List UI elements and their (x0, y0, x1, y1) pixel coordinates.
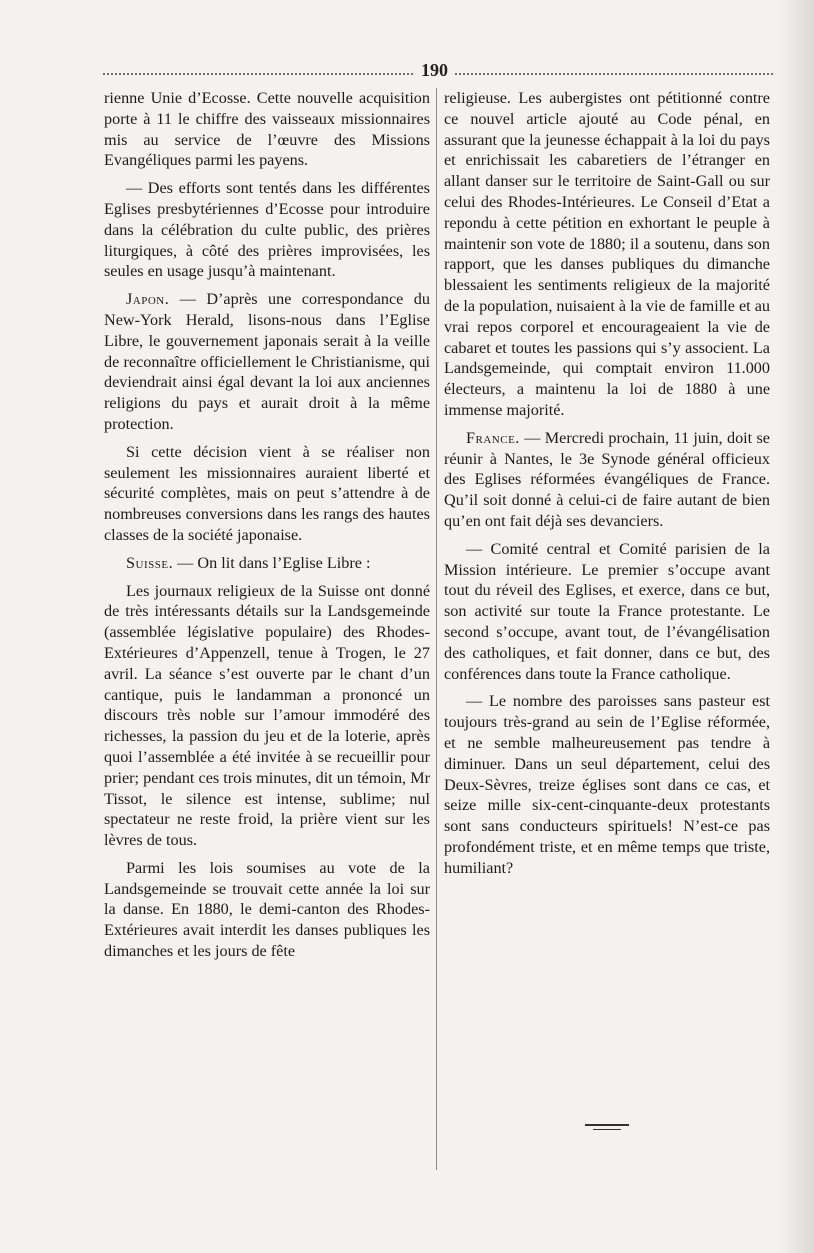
paragraph-ecosse-ships: rienne Unie d’Ecosse. Cette nouvelle acquisition porte à 11 le chiffre des vaisseaux missionnaires mis au service de l’œuvre des Missions Evangéliques parmi les payens. (104, 89, 430, 170)
page-number: 190 (415, 60, 454, 81)
paragraph-japon-conversions: Si cette décision vient à se réaliser non seulement les missionnaires auraient liberté et sécurité complètes, mais on peut s’attendre à de nombreuses conversions dans les rangs des hautes classes de la société japonaise. (104, 442, 430, 544)
section-lead-suisse: Suisse. (126, 553, 174, 572)
section-lead-japon: Japon. (126, 290, 170, 309)
paragraph-france-synode: France. — Mercredi prochain, 11 juin, doit se réunir à Nantes, le 3e Synode général officieux des Eglises réformées évangéliques de France. Qu’il soit donné à celui-ci de faire autant de bien qu’en ont fait déjà ses devanciers. (444, 428, 770, 530)
paragraph-ecosse-liturgy: — Des efforts sont tentés dans les différentes Eglises presbytériennes d’Ecosse pour introduire dans la célébration du culte public, des prières liturgiques, à côté des prières improvisées, les seules en usage jusqu’à maintenant. (104, 179, 430, 281)
paragraph-japon: Japon. — D’après une correspondance du New-York Herald, lisons-nous dans l’Eglise Libre, le gouvernement japonais serait à la veille de reconnaître officiellement le Christianisme, qui deviendrait ainsi égal devant la loi aux anciennes religions du pays et aurait droit à la même protection. (104, 290, 430, 433)
paragraph-paroisses: — Le nombre des paroisses sans pasteur est toujours très-grand au sein de l’Eglise réformée, et ne semble malheureusement pas tendre à diminuer. Dans un seul département, celui des Deux-Sèvres, treize églises sont dans ce cas, et seize mille six-cent-cinquante-deux protestants sont sans conducteurs spirituels! N’est-ce pas profondément triste, et en même temps que triste, humiliant? (444, 692, 770, 877)
paragraph-landsgemeinde: Les journaux religieux de la Suisse ont donné de très intéressants détails sur la Landsgemeinde (assemblée législative populaire) des Rhodes-Extérieures d’Appenzell, tenue à Trogen, le 27 avril. La séance s’est ouverte par le chant d’un cantique, puis le landamman a prononcé un discours très noble sur l’amour immodéré des richesses, la passion du jeu et de la loterie, après quoi l’assemblée a été invitée à se recueillir pour prier; pendant ces trois minutes, dit un témoin, Mr Tissot, le silence est intense, sublime; nul spectateur ne reste froid, la prière vient sur les lèvres de tous. (104, 581, 430, 850)
closing-ornament (585, 1124, 629, 1136)
paragraph-loi-danse: Parmi les lois soumises au vote de la Landsgemeinde se trouvait cette année la loi sur la danse. En 1880, le demi-canton des Rhodes-Extérieures avait interdit les danses publiques les dimanches et les jours de fête (104, 858, 430, 961)
paragraph-suisse-intro: Suisse. — On lit dans l’Eglise Libre : (126, 553, 371, 572)
paragraph-aubergistes: religieuse. Les aubergistes ont pétitionné contre ce nouvel article ajouté au Code pénal, en assurant que la jeunesse échappait à la loi du pays et enrichissait les cabaretiers de l’étranger en allant danser sur le territoire de Saint-Gall ou sur celui des Rhodes-Intérieures. Le Conseil d’Etat a repondu à cette pétition en exhortant le peuple à maintenir son vote de 1880; il a soutenu, dans son rapport, que les danses publiques du dimanche blessaient les sentiments religieux de la majorité de la population, nuisaient à la vie de famille et au vrai repos corporel et encourageaient la vie de cabaret et toutes les passions qui s’y associent. La Landsgemeinde, qui comptait environ 11.000 électeurs, a maintenu la loi de 1880 à une immense majorité. (444, 89, 770, 419)
running-header (103, 60, 773, 84)
column-divider (436, 88, 437, 1170)
scan-edge-shadow (780, 0, 814, 1253)
right-column (444, 88, 770, 878)
left-column (104, 88, 430, 962)
section-lead-france: France. (466, 428, 520, 447)
paragraph-mission-interieure: — Comité central et Comité parisien de la Mission intérieure. Le premier s’occupe avant tout du réveil des Eglises, et exerce, dans ce but, son activité sur toute la France protestante. Le second s’occupe, avant tout, de l’évangélisation des catholiques, et fait donner, dans ce but, des conférences dans toute la France catholique. (444, 539, 770, 683)
